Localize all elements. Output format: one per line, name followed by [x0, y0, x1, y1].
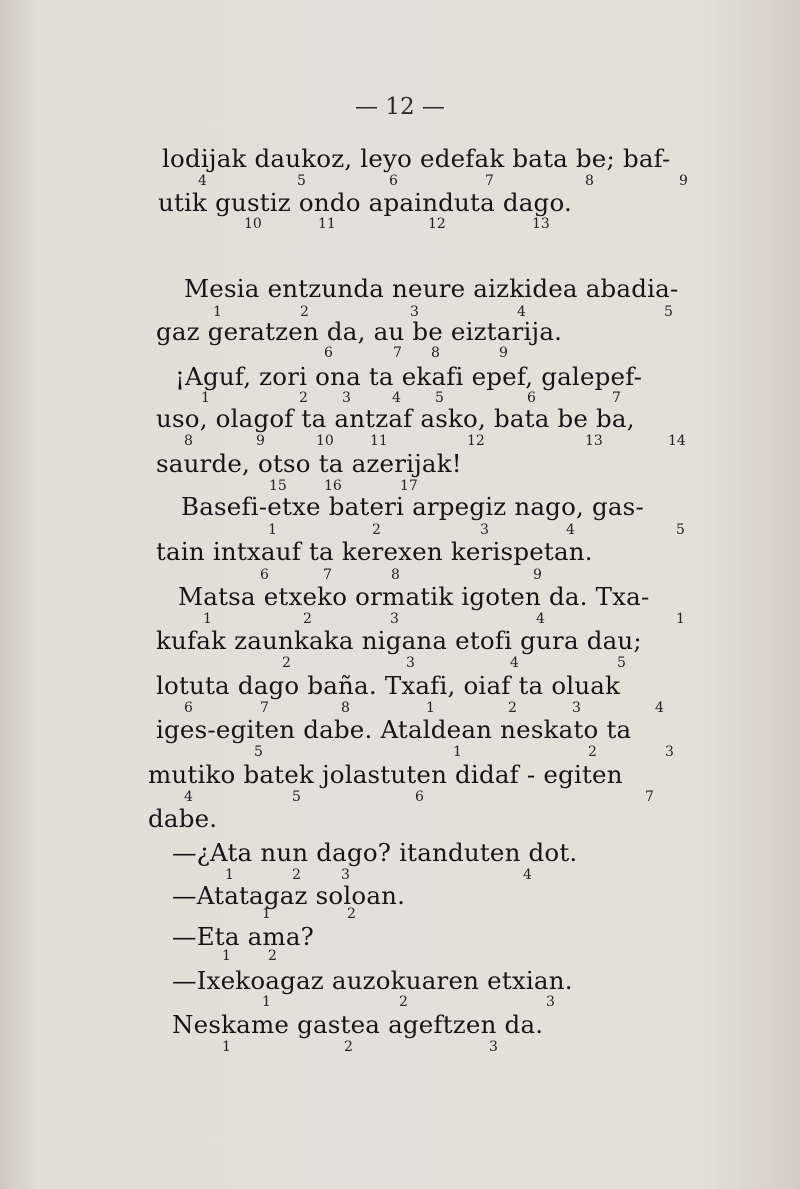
word-number: 1 — [225, 867, 234, 883]
text-line: lodijak daukoz, leyo edefak bata be; baf- — [162, 144, 671, 173]
word-number: 2 — [292, 867, 301, 883]
text-line: saurde, otso ta azerijak! — [156, 449, 462, 478]
word-number: 9 — [533, 567, 542, 583]
text-line: kufak zaunkaka nigana etofi gura dau; — [156, 626, 642, 655]
word-number: 15 — [269, 478, 287, 494]
word-number: 8 — [341, 700, 350, 716]
word-number: 4 — [517, 304, 526, 320]
word-number: 5 — [254, 744, 263, 760]
word-number: 11 — [318, 216, 336, 232]
text-line: utik gustiz ondo apainduta dago. — [158, 188, 572, 217]
word-number: 1 — [201, 390, 210, 406]
word-number: 5 — [435, 390, 444, 406]
word-number: 8 — [391, 567, 400, 583]
word-number: 2 — [344, 1039, 353, 1055]
word-number: 7 — [323, 567, 332, 583]
word-number: 2 — [268, 948, 277, 964]
word-number: 7 — [485, 173, 494, 189]
word-number: 4 — [655, 700, 664, 716]
word-number: 1 — [426, 700, 435, 716]
word-number: 7 — [260, 700, 269, 716]
word-number: 5 — [297, 173, 306, 189]
word-number: 8 — [184, 433, 193, 449]
word-number: 3 — [406, 655, 415, 671]
word-number: 9 — [256, 433, 265, 449]
word-number: 3 — [572, 700, 581, 716]
word-number: 17 — [400, 478, 418, 494]
text-line: dabe. — [148, 804, 218, 833]
word-number: 7 — [645, 789, 654, 805]
word-number: 6 — [389, 173, 398, 189]
word-number: 1 — [203, 611, 212, 627]
word-number: 9 — [499, 345, 508, 361]
word-number: 1 — [222, 1039, 231, 1055]
word-number: 6 — [527, 390, 536, 406]
word-number: 4 — [536, 611, 545, 627]
text-line: Neskame gastea ageftzen da. — [172, 1010, 544, 1039]
word-number: 2 — [588, 744, 597, 760]
word-number: 5 — [292, 789, 301, 805]
word-number: 4 — [566, 522, 575, 538]
word-number: 13 — [532, 216, 550, 232]
word-number: 3 — [341, 867, 350, 883]
text-line: uso, olagof ta antzaf asko, bata be ba, — [156, 404, 635, 433]
page-number: — 12 — — [355, 94, 445, 120]
word-number: 1 — [676, 611, 685, 627]
text-line: Basefi-etxe bateri arpegiz nago, gas- — [181, 492, 644, 521]
word-number: 16 — [324, 478, 342, 494]
word-number: 2 — [347, 906, 356, 922]
text-line: gaz geratzen da, au be eiztarija. — [156, 317, 563, 346]
word-number: 1 — [453, 744, 462, 760]
text-line: ¡Aguf, zori ona ta ekafi epef, galepef- — [175, 362, 643, 391]
word-number: 4 — [184, 789, 193, 805]
text-line: —Eta ama? — [172, 922, 315, 951]
word-number: 2 — [399, 994, 408, 1010]
word-number: 14 — [668, 433, 686, 449]
text-line: —Ixekoagaz auzokuaren etxian. — [172, 966, 573, 995]
word-number: 5 — [676, 522, 685, 538]
word-number: 1 — [262, 906, 271, 922]
text-line: Mesia entzunda neure aizkidea abadia- — [184, 274, 679, 303]
word-number: 3 — [480, 522, 489, 538]
word-number: 6 — [260, 567, 269, 583]
word-number: 6 — [184, 700, 193, 716]
word-number: 2 — [282, 655, 291, 671]
word-number: 8 — [431, 345, 440, 361]
word-number: 3 — [342, 390, 351, 406]
word-number: 2 — [303, 611, 312, 627]
word-number: 9 — [679, 173, 688, 189]
word-number: 4 — [510, 655, 519, 671]
text-line: iges-egiten dabe. Ataldean neskato ta — [156, 715, 632, 744]
word-number: 1 — [262, 994, 271, 1010]
word-number: 6 — [415, 789, 424, 805]
word-number: 5 — [664, 304, 673, 320]
word-number: 4 — [198, 173, 207, 189]
word-number: 10 — [316, 433, 334, 449]
word-number: 1 — [268, 522, 277, 538]
word-number: 3 — [410, 304, 419, 320]
word-number: 3 — [546, 994, 555, 1010]
word-number: 6 — [324, 345, 333, 361]
word-number: 2 — [508, 700, 517, 716]
text-line: —¿Ata nun dago? itanduten dot. — [172, 838, 578, 867]
text-line: —Atatagaz soloan. — [172, 881, 406, 910]
word-number: 1 — [222, 948, 231, 964]
word-number: 1 — [213, 304, 222, 320]
text-line: lotuta dago baña. Txafi, oiaf ta oluak — [156, 671, 621, 700]
word-number: 3 — [489, 1039, 498, 1055]
word-number: 2 — [300, 304, 309, 320]
word-number: 2 — [299, 390, 308, 406]
word-number: 10 — [244, 216, 262, 232]
word-number: 4 — [523, 867, 532, 883]
word-number: 3 — [390, 611, 399, 627]
word-number: 12 — [428, 216, 446, 232]
word-number: 5 — [617, 655, 626, 671]
word-number: 2 — [372, 522, 381, 538]
word-number: 7 — [612, 390, 621, 406]
word-number: 11 — [370, 433, 388, 449]
word-number: 4 — [392, 390, 401, 406]
word-number: 12 — [467, 433, 485, 449]
text-line: mutiko batek jolastuten didaf - egiten — [148, 760, 623, 789]
word-number: 7 — [393, 345, 402, 361]
text-line: tain intxauf ta kerexen kerispetan. — [156, 537, 593, 566]
text-line: Matsa etxeko ormatik igoten da. Txa- — [178, 582, 650, 611]
word-number: 8 — [585, 173, 594, 189]
word-number: 3 — [665, 744, 674, 760]
word-number: 13 — [585, 433, 603, 449]
